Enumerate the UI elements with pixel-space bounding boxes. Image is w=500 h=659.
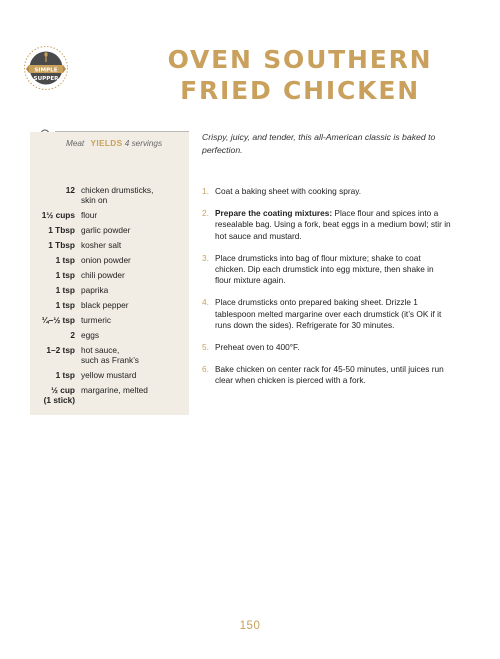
ingredient-name: chili powder	[81, 270, 125, 280]
ingredient-row	[30, 330, 189, 340]
recipe-title	[120, 44, 480, 106]
ingredient-amount: 1 tsp	[55, 285, 75, 295]
ingredient-name: kosher salt	[81, 240, 122, 250]
ingredient-name: yellow mustard	[81, 370, 137, 380]
step-text	[215, 186, 452, 197]
recipe-intro: Crispy, juicy, and tender, this all-American classic is baked to perfection.	[202, 132, 436, 155]
step-text	[215, 364, 452, 386]
recipe-title-line2: FRIED CHICKEN	[180, 76, 420, 105]
step-number: 5.	[202, 342, 209, 353]
step-body: Preheat oven to 400°F.	[215, 342, 300, 353]
ingredient-row	[30, 315, 189, 325]
yields-value: 4 servings	[124, 139, 163, 148]
ingredient-list	[30, 185, 189, 410]
ingredient-name: hot sauce, such as Frank’s	[81, 345, 139, 365]
step-item	[202, 208, 452, 242]
ingredient-name: turmeric	[81, 315, 111, 325]
ingredient-row	[30, 300, 189, 310]
ingredient-amount: 1–2 tsp	[46, 345, 75, 355]
ingredient-amount: 1 Tbsp	[48, 225, 75, 235]
step-body: Place drumsticks onto prepared baking sheet. Drizzle 1 tablespoon melted margarine over each drumstick (it’s OK if it runs down the sides). Refrigerate for 30 minutes.	[215, 297, 442, 330]
step-text	[215, 342, 452, 353]
ingredient-amount: 1 tsp	[55, 255, 75, 265]
ingredient-row	[30, 345, 189, 365]
step-number: 4.	[202, 297, 209, 308]
yields-label: YIELDS	[90, 139, 123, 148]
step-text	[215, 297, 452, 331]
ingredient-amount: 1½ cups	[41, 210, 75, 220]
step-bold-lead: Prepare the coating mixtures:	[215, 208, 333, 219]
page-number: 150	[239, 620, 261, 632]
ingredient-amount: ½ cup (1 stick)	[43, 385, 75, 405]
step-text	[215, 253, 452, 287]
ingredient-amount: ¼–½ tsp	[41, 315, 75, 325]
step-number: 2.	[202, 208, 209, 219]
ingredient-amount: 2	[70, 330, 75, 340]
step-item	[202, 253, 452, 287]
ingredient-name: chicken drumsticks, skin on	[81, 185, 154, 205]
step-number: 6.	[202, 364, 209, 375]
ingredient-name: black pepper	[81, 300, 129, 310]
yields-line	[66, 139, 188, 148]
ingredient-row	[30, 240, 189, 250]
ingredient-amount: 12	[65, 185, 75, 195]
step-number: 1.	[202, 186, 209, 196]
step-item	[202, 186, 452, 197]
ingredient-row	[30, 255, 189, 265]
ingredient-name: eggs	[81, 330, 99, 340]
step-item	[202, 297, 452, 331]
ingredient-amount: 1 tsp	[55, 370, 75, 380]
ingredient-name: flour	[81, 210, 98, 220]
ingredient-name: paprika	[81, 285, 109, 295]
step-text	[215, 208, 452, 242]
step-number: 3.	[202, 252, 209, 263]
badge-text-line2: SUPPER	[33, 76, 59, 82]
step-body: Bake chicken on center rack for 45-50 minutes, until juices run clear when chicken is pierced with a fork.	[215, 364, 444, 386]
step-body: Place drumsticks into bag of flour mixture; shake to coat chicken. Dip each drumstick into egg mixture, then shake in flour mixture again.	[215, 252, 434, 286]
step-body: Coat a baking sheet with cooking spray.	[215, 186, 362, 196]
ingredient-amount: 1 tsp	[55, 270, 75, 280]
ingredient-amount: 1 tsp	[55, 300, 75, 310]
simple-supper-badge-icon	[23, 45, 69, 91]
ingredient-name: margarine, melted	[81, 385, 148, 395]
ingredient-row	[30, 370, 189, 380]
ingredient-row	[30, 210, 189, 220]
recipe-category: Meat	[66, 139, 85, 148]
ingredient-row	[30, 225, 189, 235]
ingredient-row	[30, 270, 189, 280]
step-item	[202, 364, 452, 386]
step-item	[202, 342, 452, 353]
badge-text-line1: SIMPLE	[34, 67, 58, 74]
ingredient-name: garlic powder	[81, 225, 131, 235]
ingredient-amount: 1 Tbsp	[48, 240, 75, 250]
ingredient-row	[30, 285, 189, 295]
ingredient-row	[30, 185, 189, 205]
step-body: Place flour and spices into a resealable bag. Using a fork, beat eggs in a medium bowl; stir in hot sauce and mustard.	[215, 208, 451, 241]
ingredient-row	[30, 385, 189, 405]
recipe-steps	[202, 186, 452, 398]
ingredient-name: onion powder	[81, 255, 131, 265]
recipe-title-line1: OVEN SOUTHERN	[167, 45, 433, 74]
